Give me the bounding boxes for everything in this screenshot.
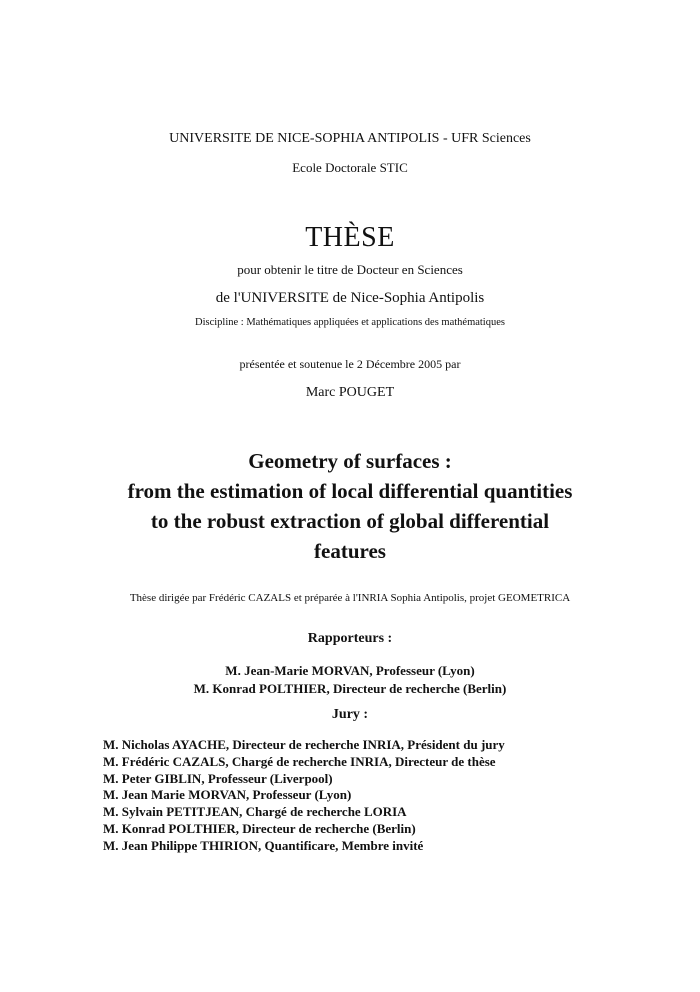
jury-member: M. Jean Marie MORVAN, Professeur (Lyon)	[103, 787, 352, 803]
jury-list	[103, 737, 505, 855]
reviewer-item: M. Jean-Marie MORVAN, Professeur (Lyon)	[225, 663, 475, 678]
jury-member: M. Nicholas AYACHE, Directeur de recherche INRIA, Président du jury	[103, 737, 505, 752]
reviewer-item: M. Konrad POLTHIER, Directeur de recherche (Berlin)	[193, 681, 507, 696]
discipline: Discipline : Mathématiques appliquées et applications des mathématiques	[195, 317, 505, 328]
university-header: UNIVERSITE DE NICE-SOPHIA ANTIPOLIS - UFR Sciences	[169, 131, 531, 146]
university-line: de l'UNIVERSITE de Nice-Sophia Antipolis	[215, 290, 485, 306]
doctoral-school: Ecole Doctorale STIC	[292, 160, 408, 175]
title-line: features	[314, 539, 386, 563]
title-line: to the robust extraction of global differential	[150, 509, 550, 533]
jury-heading: Jury :	[331, 707, 369, 722]
title-line: Geometry of surfaces :	[248, 449, 452, 473]
jury-member: M. Frédéric CAZALS, Chargé de recherche INRIA, Directeur de thèse	[103, 753, 496, 769]
reviewers-heading: Rapporteurs :	[307, 631, 393, 646]
title-line: from the estimation of local differential quantities	[127, 479, 573, 503]
jury-member: M. Konrad POLTHIER, Directeur de recherche (Berlin)	[103, 820, 416, 836]
thesis-title	[0, 446, 700, 566]
defense-line: présentée et soutenue le 2 Décembre 2005 par	[239, 357, 461, 371]
author-name: Marc POUGET	[305, 385, 395, 400]
jury-member: M. Sylvain PETITJEAN, Chargé de recherche LORIA	[103, 804, 407, 820]
jury-member: M. Peter GIBLIN, Professeur (Liverpool)	[103, 770, 333, 786]
reviewers-list	[0, 662, 700, 698]
thesis-label: THÈSE	[305, 222, 395, 253]
jury-member: M. Jean Philippe THIRION, Quantificare, Membre invité	[103, 837, 424, 853]
thesis-direction: Thèse dirigée par Frédéric CAZALS et préparée à l'INRIA Sophia Antipolis, projet GEOMETRICA	[129, 592, 571, 604]
degree-purpose: pour obtenir le titre de Docteur en Sciences	[237, 262, 463, 277]
